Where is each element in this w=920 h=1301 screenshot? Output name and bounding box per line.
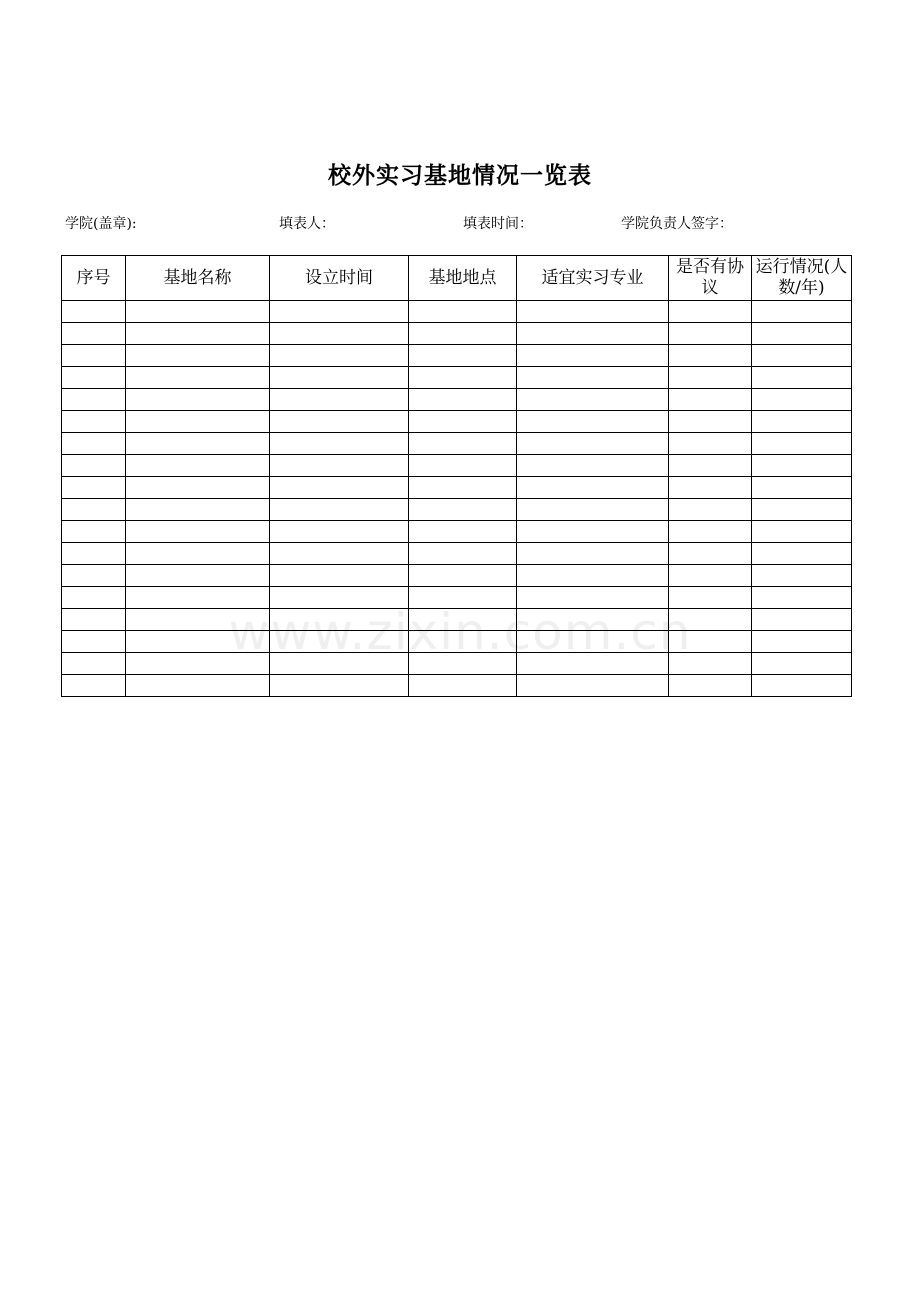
table-cell[interactable]: [409, 609, 517, 631]
table-row: [62, 301, 852, 323]
table-cell[interactable]: [126, 389, 270, 411]
table-cell[interactable]: [517, 477, 669, 499]
table-cell[interactable]: [669, 301, 752, 323]
table-cell[interactable]: [409, 323, 517, 345]
table-cell[interactable]: [752, 675, 852, 697]
table-cell[interactable]: [62, 367, 126, 389]
table-cell[interactable]: [752, 609, 852, 631]
table-row: [62, 521, 852, 543]
table-cell[interactable]: [126, 323, 270, 345]
table-cell[interactable]: [62, 653, 126, 675]
table-cell[interactable]: [126, 477, 270, 499]
table-cell[interactable]: [270, 587, 409, 609]
column-header-established-time: 设立时间: [270, 256, 409, 301]
table-cell[interactable]: [517, 367, 669, 389]
table-cell[interactable]: [62, 433, 126, 455]
form-meta-row: [0, 213, 920, 233]
table-cell[interactable]: [62, 521, 126, 543]
table-cell[interactable]: [270, 301, 409, 323]
table-cell[interactable]: [517, 301, 669, 323]
table-cell[interactable]: [62, 675, 126, 697]
table-cell[interactable]: [517, 631, 669, 653]
table-cell[interactable]: [270, 345, 409, 367]
table-cell[interactable]: [126, 455, 270, 477]
table-cell[interactable]: [270, 455, 409, 477]
table-cell[interactable]: [409, 653, 517, 675]
table-cell[interactable]: [669, 367, 752, 389]
table-cell[interactable]: [517, 521, 669, 543]
table-header-row: [62, 256, 852, 301]
table-cell[interactable]: [409, 433, 517, 455]
table-cell[interactable]: [409, 477, 517, 499]
filler-label: 填表人：: [279, 216, 335, 232]
table-cell[interactable]: [62, 345, 126, 367]
table-row: [62, 631, 852, 653]
table-cell[interactable]: [62, 543, 126, 565]
table-cell[interactable]: [752, 323, 852, 345]
table-cell[interactable]: [409, 345, 517, 367]
table-cell[interactable]: [62, 499, 126, 521]
table-cell[interactable]: [409, 301, 517, 323]
table-cell[interactable]: [517, 653, 669, 675]
table-cell[interactable]: [669, 323, 752, 345]
table-cell[interactable]: [62, 565, 126, 587]
table-cell[interactable]: [270, 521, 409, 543]
table-cell[interactable]: [752, 565, 852, 587]
table-row: [62, 587, 852, 609]
table-cell[interactable]: [409, 521, 517, 543]
table-cell[interactable]: [752, 521, 852, 543]
table-cell[interactable]: [126, 499, 270, 521]
table-cell[interactable]: [126, 675, 270, 697]
table-cell[interactable]: [669, 477, 752, 499]
college-seal-label: 学院(盖章):: [65, 216, 137, 232]
table-row: [62, 653, 852, 675]
table-cell[interactable]: [752, 587, 852, 609]
table-cell[interactable]: [62, 389, 126, 411]
table-cell[interactable]: [270, 433, 409, 455]
table-cell[interactable]: [270, 411, 409, 433]
table-cell[interactable]: [517, 609, 669, 631]
table-cell[interactable]: [270, 499, 409, 521]
table-row: [62, 345, 852, 367]
table-cell[interactable]: [669, 543, 752, 565]
table-cell[interactable]: [270, 543, 409, 565]
table-cell[interactable]: [752, 477, 852, 499]
table-cell[interactable]: [752, 653, 852, 675]
table-cell[interactable]: [409, 455, 517, 477]
table-cell[interactable]: [62, 609, 126, 631]
table-cell[interactable]: [669, 411, 752, 433]
table-cell[interactable]: [669, 609, 752, 631]
table-cell[interactable]: [62, 455, 126, 477]
table-cell[interactable]: [62, 587, 126, 609]
table-cell[interactable]: [517, 565, 669, 587]
table-cell[interactable]: [752, 367, 852, 389]
table-cell[interactable]: [126, 631, 270, 653]
column-header-agreement: 是否有协议: [669, 256, 752, 301]
column-header-suitable-majors: 适宜实习专业: [517, 256, 669, 301]
table-row: [62, 477, 852, 499]
table-cell[interactable]: [62, 301, 126, 323]
table-row: [62, 323, 852, 345]
table-row: [62, 675, 852, 697]
table-row: [62, 499, 852, 521]
table-cell[interactable]: [752, 455, 852, 477]
table-cell[interactable]: [126, 301, 270, 323]
table-row: [62, 609, 852, 631]
table-cell[interactable]: [126, 653, 270, 675]
table-cell[interactable]: [517, 389, 669, 411]
table-cell[interactable]: [752, 631, 852, 653]
table-cell[interactable]: [669, 433, 752, 455]
table-cell[interactable]: [62, 631, 126, 653]
table-cell[interactable]: [669, 345, 752, 367]
table-cell[interactable]: [409, 367, 517, 389]
table-cell[interactable]: [409, 543, 517, 565]
table-cell[interactable]: [752, 389, 852, 411]
table-cell[interactable]: [126, 521, 270, 543]
table-row: [62, 455, 852, 477]
table-row: [62, 543, 852, 565]
table-cell[interactable]: [126, 565, 270, 587]
table-cell[interactable]: [270, 631, 409, 653]
table-cell[interactable]: [517, 433, 669, 455]
table-row: [62, 389, 852, 411]
table-cell[interactable]: [270, 609, 409, 631]
table-cell[interactable]: [270, 323, 409, 345]
table-cell[interactable]: [409, 565, 517, 587]
column-header-base-name: 基地名称: [126, 256, 270, 301]
table-cell[interactable]: [126, 345, 270, 367]
table-cell[interactable]: [669, 389, 752, 411]
table-cell[interactable]: [409, 411, 517, 433]
table-row: [62, 411, 852, 433]
table-cell[interactable]: [669, 499, 752, 521]
table-cell[interactable]: [517, 323, 669, 345]
table-cell[interactable]: [409, 587, 517, 609]
table-cell[interactable]: [409, 631, 517, 653]
table-cell[interactable]: [517, 455, 669, 477]
table-cell[interactable]: [517, 411, 669, 433]
table-cell[interactable]: [62, 477, 126, 499]
table-cell[interactable]: [126, 543, 270, 565]
table-cell[interactable]: [752, 543, 852, 565]
table-cell[interactable]: [409, 499, 517, 521]
table-cell[interactable]: [126, 433, 270, 455]
table-cell[interactable]: [517, 345, 669, 367]
table-cell[interactable]: [669, 675, 752, 697]
table-cell[interactable]: [517, 543, 669, 565]
table-cell[interactable]: [126, 609, 270, 631]
fill-time-label: 填表时间：: [463, 216, 533, 232]
column-header-index: 序号: [62, 256, 126, 301]
page-title: 校外实习基地情况一览表: [328, 162, 592, 189]
table-cell[interactable]: [669, 455, 752, 477]
table-cell[interactable]: [517, 499, 669, 521]
table-row: [62, 565, 852, 587]
table-cell[interactable]: [517, 587, 669, 609]
table-cell[interactable]: [270, 367, 409, 389]
table-cell[interactable]: [752, 499, 852, 521]
table-cell[interactable]: [270, 477, 409, 499]
table-cell[interactable]: [270, 675, 409, 697]
table-cell[interactable]: [270, 565, 409, 587]
table-cell[interactable]: [409, 675, 517, 697]
table-cell[interactable]: [669, 565, 752, 587]
column-header-base-location: 基地地点: [409, 256, 517, 301]
watermark-text: www.zixin.com.cn: [228, 603, 692, 661]
internship-base-table: [61, 255, 852, 697]
table-row: [62, 433, 852, 455]
column-header-operation-status: 运行情况(人数/年): [752, 256, 852, 301]
table-cell[interactable]: [270, 389, 409, 411]
table-cell[interactable]: [270, 653, 409, 675]
table-cell[interactable]: [669, 587, 752, 609]
table-cell[interactable]: [126, 587, 270, 609]
table-cell[interactable]: [409, 389, 517, 411]
table-cell[interactable]: [669, 653, 752, 675]
table-cell[interactable]: [62, 323, 126, 345]
table-cell[interactable]: [517, 675, 669, 697]
table-row: [62, 367, 852, 389]
table-cell[interactable]: [62, 411, 126, 433]
table-cell[interactable]: [752, 411, 852, 433]
table-body: [62, 301, 852, 697]
table-cell[interactable]: [669, 521, 752, 543]
leader-signature-label: 学院负责人签字：: [621, 216, 733, 232]
table-cell[interactable]: [126, 411, 270, 433]
table-cell[interactable]: [752, 433, 852, 455]
table-cell[interactable]: [752, 345, 852, 367]
table-cell[interactable]: [752, 301, 852, 323]
table-cell[interactable]: [126, 367, 270, 389]
table-cell[interactable]: [669, 631, 752, 653]
